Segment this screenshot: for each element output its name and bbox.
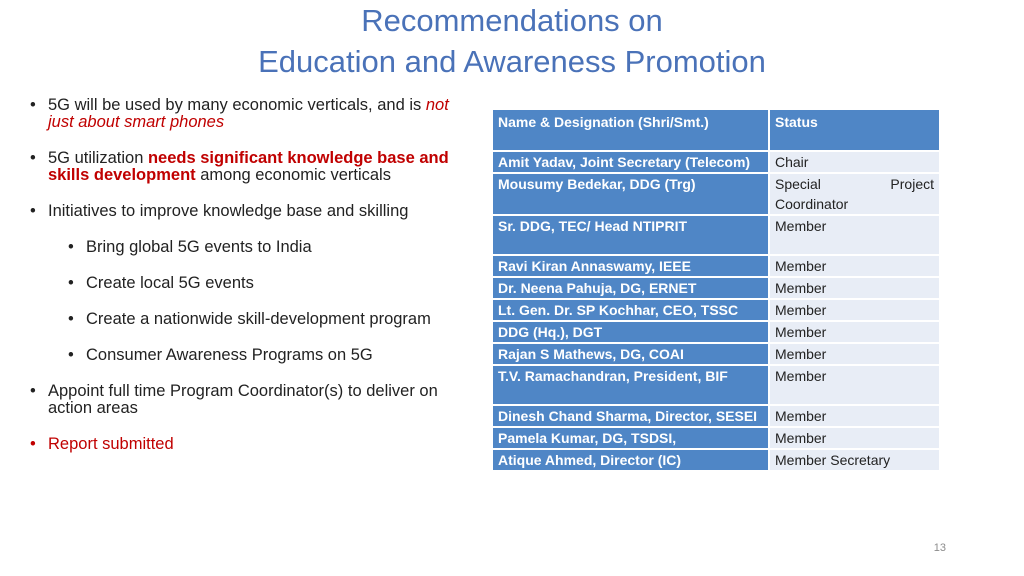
member-status: Member bbox=[769, 343, 940, 365]
bullet-initiatives bbox=[30, 203, 460, 220]
bullet-text: Appoint full time Program Coordinator(s) to deliver on action areas bbox=[48, 382, 438, 417]
member-status: Member bbox=[769, 299, 940, 321]
member-status: Member bbox=[769, 321, 940, 343]
member-status: Special Project Coordinator bbox=[769, 173, 940, 215]
table-row bbox=[492, 215, 940, 255]
subbullet-awareness-programs bbox=[68, 347, 460, 364]
bullet-5g-verticals bbox=[30, 97, 460, 131]
bullet-list bbox=[30, 97, 460, 453]
bullet-text: Bring global 5G events to India bbox=[86, 238, 312, 256]
table-row bbox=[492, 365, 940, 405]
bullet-text: Create a nationwide skill-development program bbox=[86, 310, 431, 328]
table-header-row bbox=[492, 109, 940, 151]
subbullet-global-events bbox=[68, 239, 460, 256]
bullet-emphasis: needs significant knowledge base and skills development bbox=[48, 149, 449, 184]
bullet-text: Create local 5G events bbox=[86, 274, 254, 292]
member-name: Dinesh Chand Sharma, Director, SESEI bbox=[492, 405, 769, 427]
member-status: Member bbox=[769, 365, 940, 405]
bullet-emphasis: not just about smart phones bbox=[48, 96, 449, 131]
bullet-text: 5G will be used by many economic verticals, and is bbox=[48, 96, 426, 114]
bullet-text: Consumer Awareness Programs on 5G bbox=[86, 346, 373, 364]
member-status: Member bbox=[769, 277, 940, 299]
title-line-2: Education and Awareness Promotion bbox=[258, 44, 766, 79]
member-name: Atique Ahmed, Director (IC) bbox=[492, 449, 769, 471]
bullet-text: Report submitted bbox=[48, 435, 174, 453]
member-name: Mousumy Bedekar, DDG (Trg) bbox=[492, 173, 769, 215]
slide-title bbox=[0, 0, 1024, 82]
title-line-1: Recommendations on bbox=[361, 3, 663, 38]
member-status: Member bbox=[769, 405, 940, 427]
table-row bbox=[492, 255, 940, 277]
table-row bbox=[492, 343, 940, 365]
member-name: Lt. Gen. Dr. SP Kochhar, CEO, TSSC bbox=[492, 299, 769, 321]
member-name: Amit Yadav, Joint Secretary (Telecom) bbox=[492, 151, 769, 173]
bullet-program-coordinator bbox=[30, 383, 460, 417]
table-row bbox=[492, 173, 940, 215]
committee-table bbox=[491, 108, 941, 472]
header-status: Status bbox=[769, 109, 940, 151]
member-name: Sr. DDG, TEC/ Head NTIPRIT bbox=[492, 215, 769, 255]
member-name: T.V. Ramachandran, President, BIF bbox=[492, 365, 769, 405]
table-row bbox=[492, 427, 940, 449]
member-name: DDG (Hq.), DGT bbox=[492, 321, 769, 343]
member-name: Pamela Kumar, DG, TSDSI, bbox=[492, 427, 769, 449]
bullet-text: Initiatives to improve knowledge base and skilling bbox=[48, 202, 409, 220]
header-name: Name & Designation (Shri/Smt.) bbox=[492, 109, 769, 151]
member-name: Rajan S Mathews, DG, COAI bbox=[492, 343, 769, 365]
bullet-knowledge-base bbox=[30, 150, 460, 184]
member-status: Member bbox=[769, 427, 940, 449]
table-row bbox=[492, 151, 940, 173]
member-status: Member bbox=[769, 255, 940, 277]
table-row bbox=[492, 277, 940, 299]
member-status: Member bbox=[769, 215, 940, 255]
bullet-report-submitted bbox=[30, 436, 460, 453]
member-status: Member Secretary bbox=[769, 449, 940, 471]
member-name: Ravi Kiran Annaswamy, IEEE bbox=[492, 255, 769, 277]
bullet-text: 5G utilization bbox=[48, 149, 148, 167]
table-row bbox=[492, 299, 940, 321]
table-row bbox=[492, 405, 940, 427]
member-name: Dr. Neena Pahuja, DG, ERNET bbox=[492, 277, 769, 299]
table-row bbox=[492, 321, 940, 343]
bullet-text: among economic verticals bbox=[195, 166, 391, 184]
table-row bbox=[492, 449, 940, 471]
subbullet-local-events bbox=[68, 275, 460, 292]
slide-number: 13 bbox=[933, 542, 946, 554]
subbullet-skill-program bbox=[68, 311, 460, 328]
member-status: Chair bbox=[769, 151, 940, 173]
